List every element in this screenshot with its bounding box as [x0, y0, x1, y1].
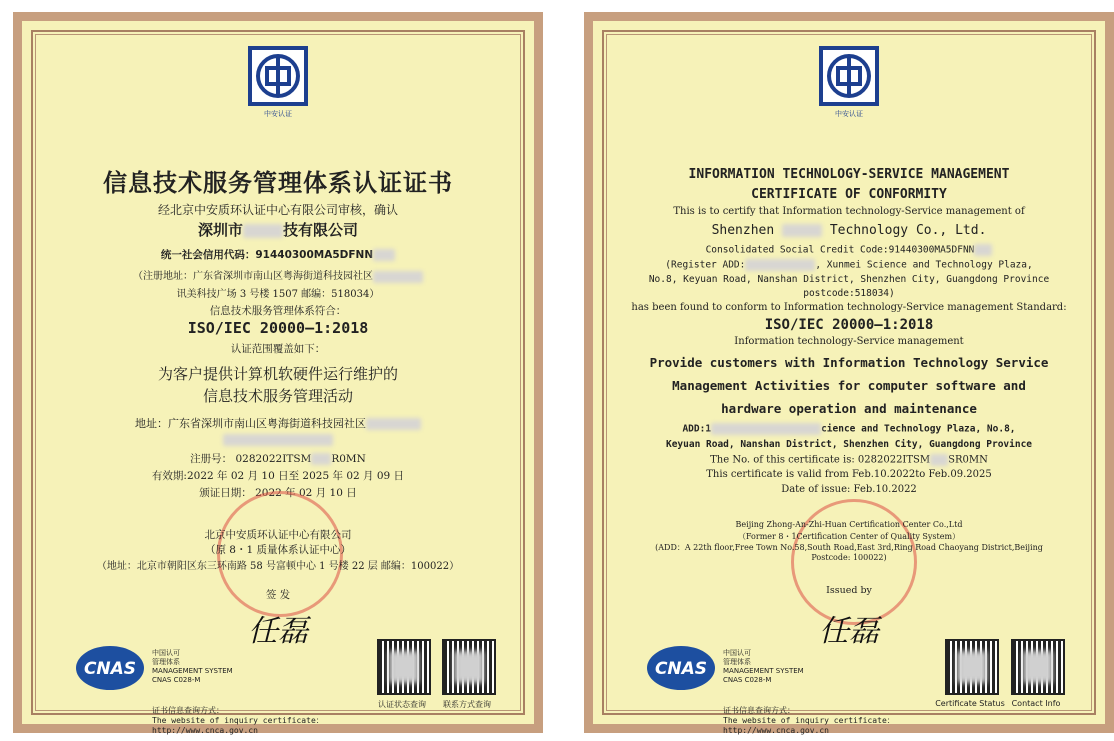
inquiry-url[interactable]: http://www.cnca.gov.cn	[152, 726, 258, 735]
inquiry-label-en: The website of inquiry certificate：	[152, 716, 324, 725]
certificate-number-tail: SR0MN	[948, 454, 988, 466]
standard-code: ISO/IEC 20000—1:2018	[187, 319, 369, 337]
qr-status-label: 认证状态查询	[378, 700, 426, 709]
register-address-tail: , Xunmei Science and Technology Plaza,	[815, 259, 1033, 271]
qr-contact-label: Contact Info	[1011, 699, 1061, 708]
inquiry-label-en: The website of inquiry certificate：	[723, 716, 895, 725]
qr-contact-label: 联系方式查询	[443, 700, 491, 709]
issuer-name: Beijing Zhong-An-Zhi-Huan Certification Center Co.,Ltd	[735, 520, 963, 529]
cnas-logo-icon	[645, 643, 717, 693]
signature: 任磊	[248, 614, 308, 649]
logo-caption: 中安认证	[835, 110, 863, 118]
scope-line2: 信息技术服务管理活动	[202, 387, 353, 405]
cnas-line: MANAGEMENT SYSTEM	[152, 667, 233, 675]
register-address-line1	[593, 259, 1105, 271]
cnas-line: CNAS C028-M	[152, 676, 201, 684]
issued-by-label: 签 发	[265, 589, 291, 601]
qr-code-status[interactable]	[945, 639, 999, 695]
certificate-title-line1: INFORMATION TECHNOLOGY-SERVICE MANAGEMENT	[688, 167, 1010, 182]
signature: 任磊	[819, 614, 879, 649]
cnas-accreditation-text	[152, 649, 233, 685]
register-address-line1	[22, 267, 534, 283]
issuer-address: （地址：北京市朝阳区东三环南路 58 号富顿中心 1 号楼 22 层 邮编：100022）	[96, 561, 460, 572]
inquiry-label: 证书信息查询方式：	[723, 706, 795, 715]
credit-code-text: 统一社会信用代码：91440300MA5DFNN	[160, 249, 374, 261]
scope-line1: Provide customers with Information Technology Service	[649, 355, 1049, 370]
qr-code-status[interactable]	[377, 639, 431, 695]
issued-by-label: Issued by	[826, 585, 872, 596]
scope-line2: Management Activities for computer software and	[672, 378, 1026, 393]
redacted-block	[711, 423, 821, 435]
register-number-tail: R0MN	[331, 453, 366, 465]
inquiry-label: 证书信息查询方式：	[152, 706, 224, 715]
certificate-chinese	[13, 12, 543, 733]
inquiry-url[interactable]: http://www.cnca.gov.cn	[723, 726, 829, 735]
certificate-title-line2: CERTIFICATE OF CONFORMITY	[751, 187, 947, 202]
conform-text: has been found to conform to Information technology-Service management Standard:	[631, 302, 1067, 313]
redacted-block	[366, 418, 421, 430]
inquiry-info	[723, 706, 895, 736]
site-address	[22, 415, 534, 431]
redacted-block	[974, 244, 992, 256]
certificate-number	[593, 454, 1105, 466]
cnas-line: 管理体系	[723, 658, 751, 666]
site-address-line2: Keyuan Road, Nanshan District, Shenzhen City, Guangdong Province	[665, 439, 1033, 450]
certificate-number-text: The No. of this certificate is: 0282022ITSM	[710, 454, 931, 466]
svg-text:CNAS: CNAS	[83, 659, 137, 679]
issue-date: 颁证日期： 2022 年 02 月 10 日	[199, 487, 357, 499]
company-name-tail: 技有限公司	[283, 221, 359, 239]
cnas-line: 中国认可	[152, 649, 180, 657]
redacted-block	[223, 434, 333, 446]
issuer-postcode: Postcode: 100022)	[811, 553, 887, 562]
issuer-name: 北京中安质环认证中心有限公司	[204, 529, 352, 541]
register-address-text: (Register ADD:	[665, 259, 746, 271]
zhongan-logo-icon	[819, 46, 879, 106]
intro-text: 经北京中安质环认证中心有限公司审核，确认	[157, 203, 398, 217]
issuer-address: (ADD：A 22th floor,Free Town No.58,South Road,East 3rd,Ring Road Chaoyang District,Beijing	[655, 543, 1043, 552]
conform-label: 信息技术服务管理体系符合：	[209, 305, 347, 317]
redacted-block	[243, 224, 283, 238]
redacted-block	[373, 271, 423, 283]
issuer-former-name: （原 8・1 质量体系认证中心）	[204, 544, 352, 556]
svg-text:CNAS: CNAS	[654, 659, 708, 679]
credit-code	[22, 247, 534, 262]
site-address-line2	[22, 433, 534, 446]
validity: 有效期:2022 年 02 月 10 日至 2025 年 02 月 09 日	[151, 470, 405, 482]
redacted-block	[311, 453, 331, 465]
issue-date: Date of issue: Feb.10.2022	[781, 484, 917, 495]
redacted-block	[782, 224, 822, 237]
intro-text: This is to certify that Information technology-Service management of	[673, 206, 1025, 217]
issuer-former-name: （Former 8・1Certification Center of Quality System）	[737, 532, 961, 541]
credit-code	[593, 244, 1105, 256]
company-name-head: Shenzhen	[711, 223, 775, 238]
site-address-text: 地址：广东省深圳市南山区粤海街道科技园社区	[135, 417, 366, 430]
register-number-text: 注册号： 0282022ITSM	[190, 453, 312, 465]
company-name	[593, 223, 1105, 238]
credit-code-text: Consolidated Social Credit Code:91440300MA5DFNN	[705, 244, 975, 256]
site-address-text: ADD:1	[682, 423, 712, 435]
standard-code: ISO/IEC 20000—1:2018	[764, 317, 934, 333]
qr-code-contact[interactable]	[442, 639, 496, 695]
register-number	[22, 451, 534, 466]
site-address-tail: cience and Technology Plaza, No.8,	[821, 423, 1016, 435]
certificate-title: 信息技术服务管理体系认证证书	[103, 169, 453, 197]
company-name	[22, 219, 534, 240]
validity: This certificate is valid from Feb.10.2022to Feb.09.2025	[706, 469, 992, 480]
register-address-line2: No.8, Keyuan Road, Nanshan District, Shenzhen City, Guangdong Province	[648, 274, 1050, 285]
company-name-head: 深圳市	[197, 221, 243, 239]
register-address-line2: 讯美科技广场 3 号楼 1507 邮编：518034）	[176, 289, 380, 300]
redacted-block	[373, 249, 395, 261]
site-address-line1	[593, 423, 1105, 435]
cnas-line: 管理体系	[152, 658, 180, 666]
zhongan-logo-icon	[248, 46, 308, 106]
register-postcode: postcode:518034)	[803, 288, 895, 299]
qr-status-label: Certificate Status	[935, 699, 1005, 708]
scope-label: 认证范围覆盖如下：	[230, 343, 326, 355]
redacted-block	[930, 454, 948, 466]
certificate-english	[584, 12, 1114, 733]
redacted-block	[745, 259, 815, 271]
cnas-line: 中国认可	[723, 649, 751, 657]
inquiry-info	[152, 706, 324, 736]
cnas-line: MANAGEMENT SYSTEM	[723, 667, 804, 675]
cnas-logo-icon	[74, 643, 146, 693]
standard-subtitle: Information technology-Service management	[734, 336, 964, 347]
logo-caption: 中安认证	[264, 110, 292, 118]
scope-line1: 为客户提供计算机软硬件运行维护的	[157, 365, 398, 383]
company-name-tail: Technology Co., Ltd.	[829, 223, 987, 238]
scope-line3: hardware operation and maintenance	[721, 401, 977, 416]
register-address-text: （注册地址：广东省深圳市南山区粤海街道科技园社区	[133, 271, 373, 282]
qr-code-contact[interactable]	[1011, 639, 1065, 695]
cnas-accreditation-text	[723, 649, 804, 685]
cnas-line: CNAS C028-M	[723, 676, 772, 684]
